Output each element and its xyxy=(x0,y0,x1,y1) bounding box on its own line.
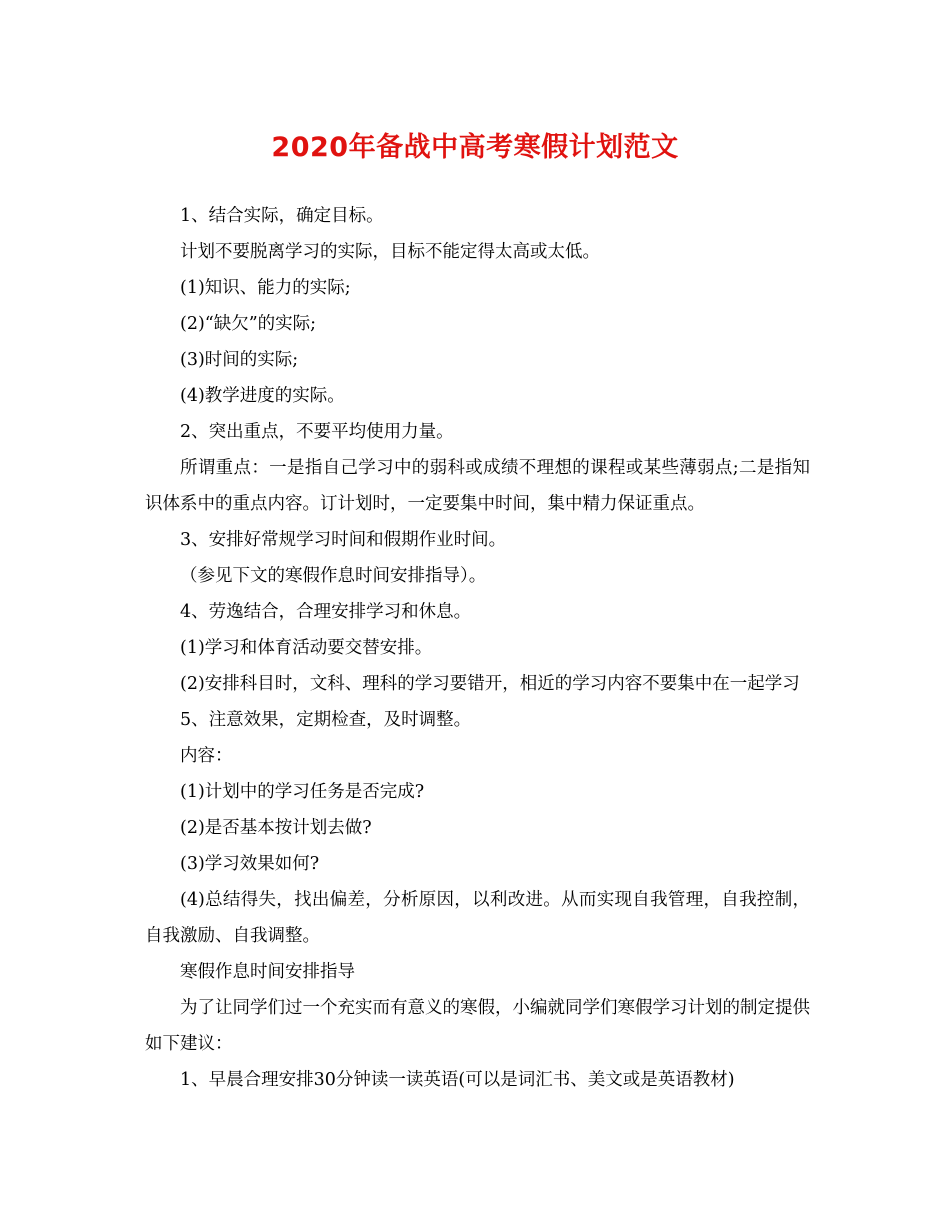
paragraph: 内容： xyxy=(180,746,233,766)
paragraph: (2)安排科目时，文科、理科的学习要错开，相近的学习内容不要集中在一起学习 xyxy=(180,674,800,694)
paragraph: 1、结合实际，确定目标。 xyxy=(180,206,384,226)
paragraph: (2)“缺欠”的实际; xyxy=(180,314,317,334)
document-body xyxy=(145,198,810,1098)
document-title: 2020年备战中高考寒假计划范文 xyxy=(271,132,679,163)
paragraph: (2)是否基本按计划去做? xyxy=(180,818,372,838)
paragraph: (4)教学进度的实际。 xyxy=(180,386,345,406)
paragraph: 寒假作息时间安排指导 xyxy=(180,962,355,982)
paragraph: 2、突出重点，不要平均使用力量。 xyxy=(180,422,454,442)
paragraph: (1)学习和体育活动要交替安排。 xyxy=(180,638,433,658)
paragraph: 4、劳逸结合，合理安排学习和休息。 xyxy=(180,602,472,622)
paragraph: （参见下文的寒假作息时间安排指导）。 xyxy=(180,566,487,586)
paragraph: 计划不要脱离学习的实际，目标不能定得太高或太低。 xyxy=(180,242,600,262)
paragraph: (3)时间的实际; xyxy=(180,350,299,370)
paragraph: 3、安排好常规学习时间和假期作业时间。 xyxy=(180,530,507,550)
paragraph: (1)知识、能力的实际; xyxy=(180,278,351,298)
paragraph: 1、早晨合理安排30分钟读一读英语(可以是词汇书、美文或是英语教材) xyxy=(180,1070,735,1090)
paragraph: 所谓重点：一是指自己学习中的弱科或成绩不理想的课程或某些薄弱点;二是指知识体系中的重点内容。订计划时，一定要集中时间，集中精力保证重点。 xyxy=(145,458,810,514)
paragraph: (4)总结得失，找出偏差，分析原因，以利改进。从而实现自我管理，自我控制，自我激励、自我调整。 xyxy=(145,890,810,946)
paragraph: 5、注意效果，定期检查，及时调整。 xyxy=(180,710,472,730)
paragraph: (1)计划中的学习任务是否完成? xyxy=(180,782,425,802)
paragraph: (3)学习效果如何? xyxy=(180,854,320,874)
paragraph: 为了让同学们过一个充实而有意义的寒假，小编就同学们寒假学习计划的制定提供如下建议： xyxy=(145,998,810,1054)
